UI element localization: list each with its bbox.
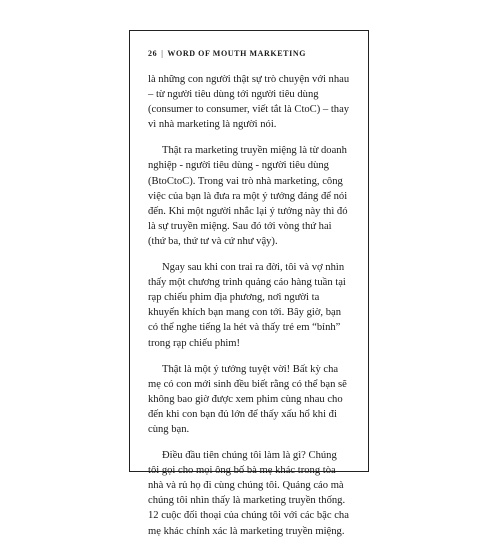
book-page — [129, 30, 369, 537]
paragraph-3: Ngay sau khi con trai ra đời, tôi và vợ nhìn thấy một chương trình quảng cáo hàng tuần tại rạp chiếu phim địa phương, nơi người ta khuyến khích bạn mang con tới. Bây giờ, bạn có thể nghe tiếng la hét và thấy trẻ em “bỉnh” trong rạp chiếu phim! — [148, 262, 346, 349]
header-divider: | — [161, 49, 164, 58]
page-number: 26 — [148, 49, 158, 58]
running-title: WORD OF MOUTH MARKETING — [167, 49, 307, 58]
paragraph-2: Thật ra marketing truyền miệng là từ doanh nghiệp - người tiêu dùng - người tiêu dùng (BtoCtoC). Trong vai trò nhà marketing, công việc của bạn là đưa ra một ý tưởng đáng để nói đến. Khi một người nhắc lại ý tưởng này thì đó là sự truyền miệng. Sau đó tới vòng thứ hai (thứ ba, thứ tư và cứ như vậy). — [148, 145, 348, 247]
page-header — [148, 49, 350, 58]
paragraph-5: Điều đầu tiên chúng tôi làm là gì? Chúng tôi gọi cho mọi ông bố bà mẹ khác trong tòa nhà và rủ họ đi cùng chúng tôi. Quảng cáo mà chúng tôi nhìn thấy là marketing truyền thống. 12 cuộc đối thoại của chúng tôi với các bậc cha mẹ khác chính xác là marketing truyền miệng. — [148, 450, 349, 537]
paragraph-4: Thật là một ý tưởng tuyệt vời! Bất kỳ cha mẹ có con mới sinh đều biết rằng có thể bạn sẽ không bao giờ được xem phim cùng nhau cho đến khi con bạn đủ lớn để thấy xấu hổ khi đi cùng bạn. — [148, 363, 347, 435]
paragraph-1: là những con người thật sự trò chuyện với nhau – từ người tiêu dùng tới người tiêu dùng (consumer to consumer, viết tắt là CtoC) – thay vì nhà marketing là người nói. — [148, 74, 350, 131]
